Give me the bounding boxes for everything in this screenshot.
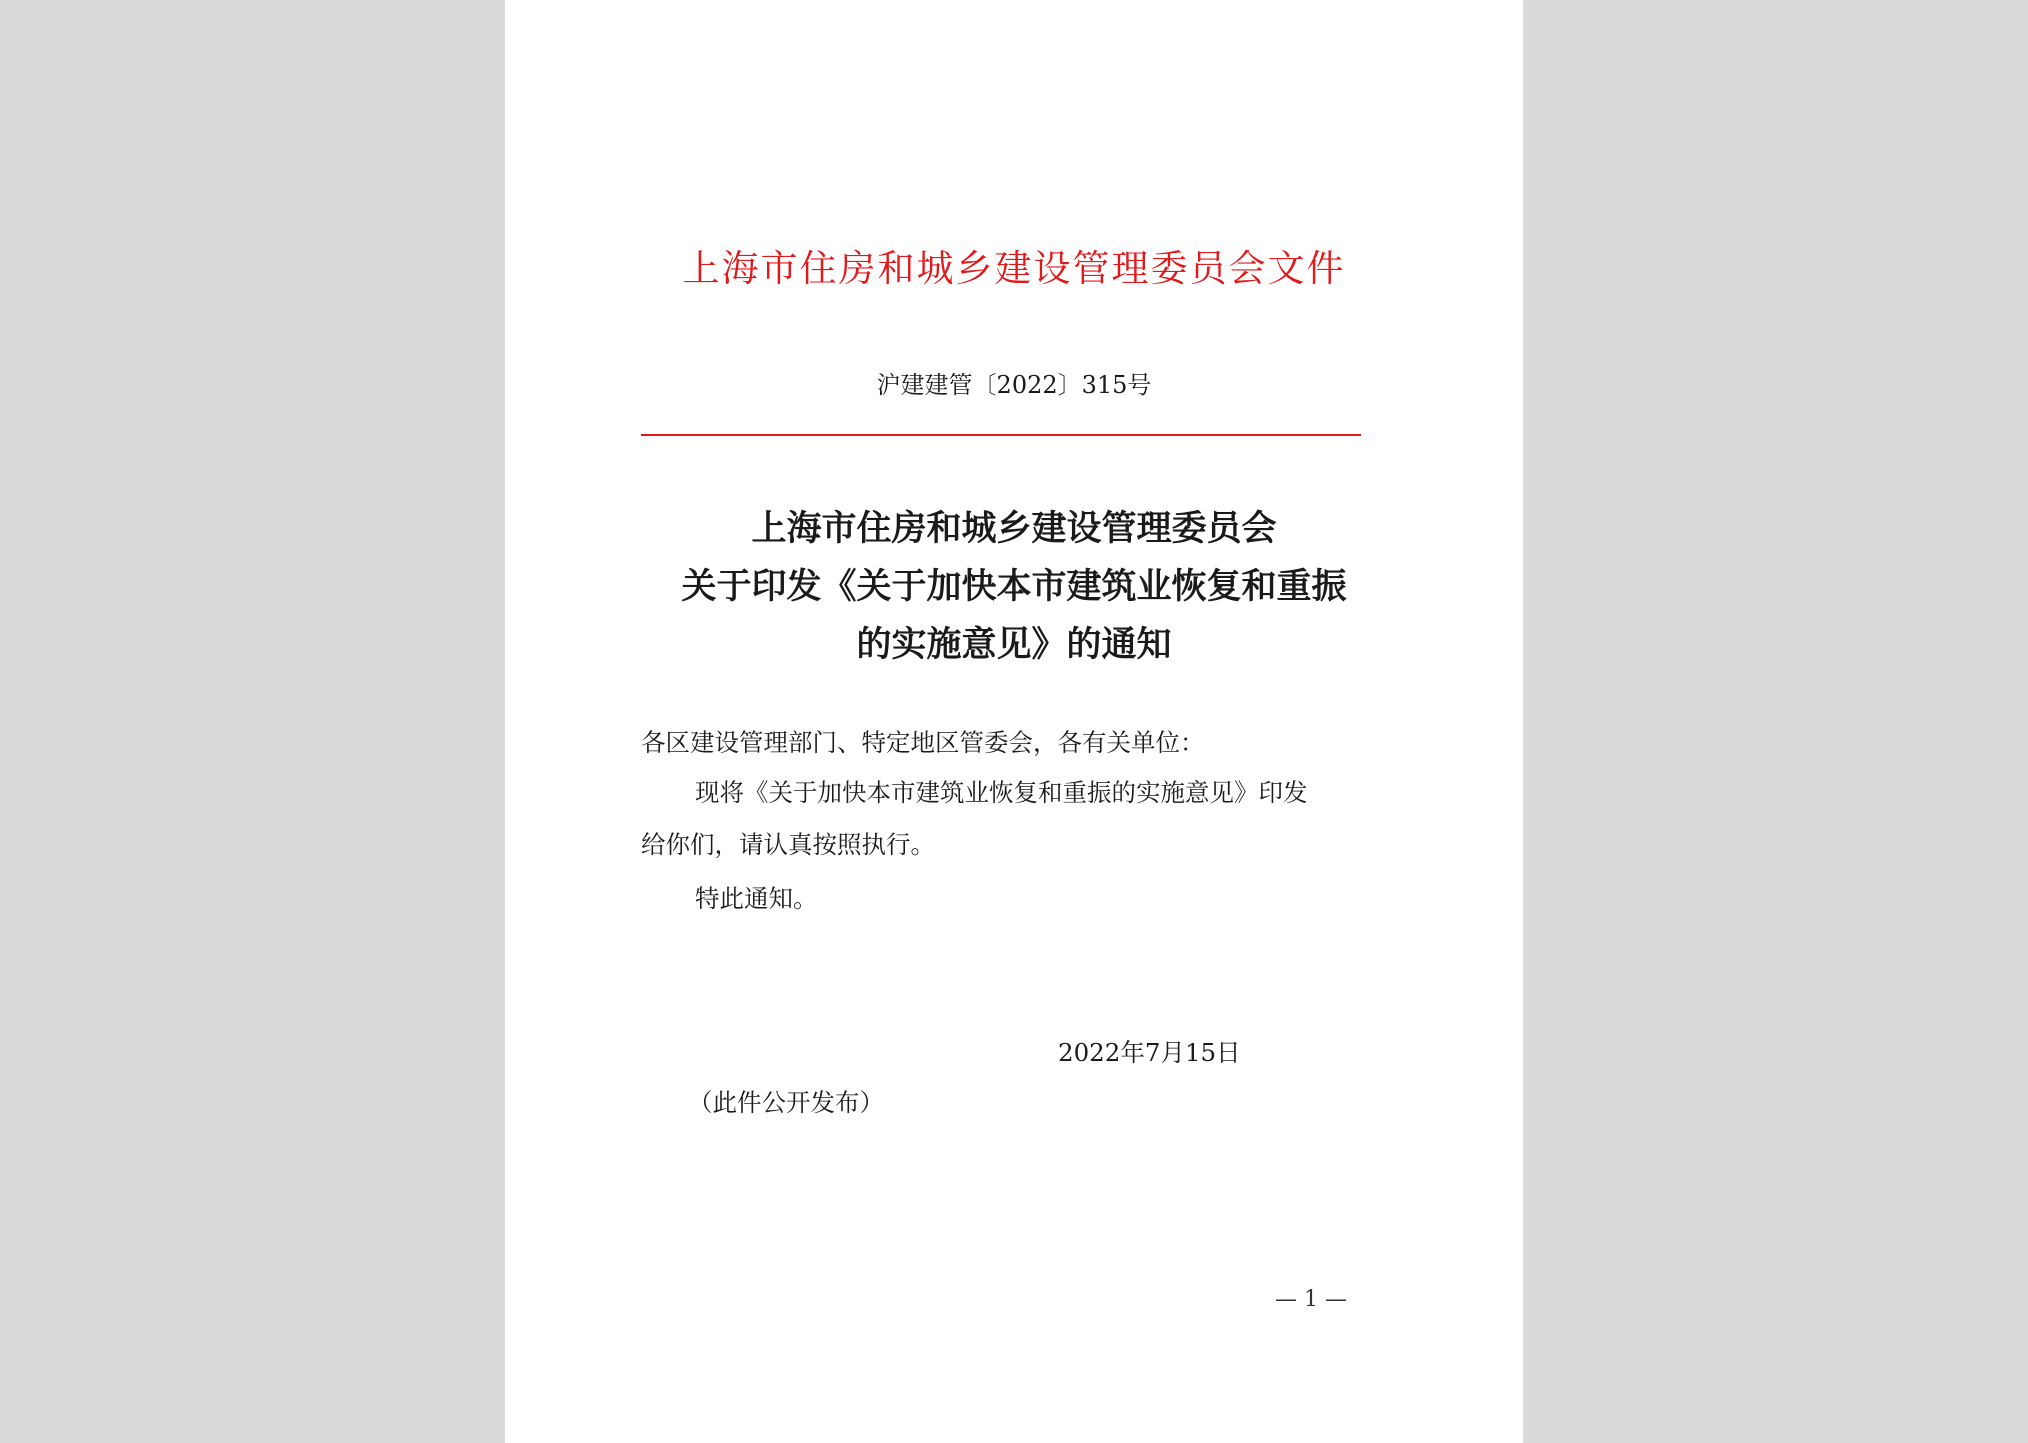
document-number: 沪建建管〔2022〕315号 xyxy=(876,371,1152,399)
issue-date: 2022年7月15日 xyxy=(1058,1038,1241,1067)
addressee-line: 各区建设管理部门、特定地区管委会，各有关单位： xyxy=(641,728,1205,757)
page-number: — 1 — xyxy=(1275,1287,1347,1312)
notice-title-line-3: 的实施意见》的通知 xyxy=(856,624,1172,665)
notice-title xyxy=(505,500,1523,674)
document-page xyxy=(505,0,1523,1443)
body-paragraph-line-1: 现将《关于加快本市建筑业恢复和重振的实施意见》印发 xyxy=(695,778,1308,807)
body-paragraph-line-2: 给你们，请认真按照执行。 xyxy=(641,830,935,859)
publication-note: （此件公开发布） xyxy=(688,1088,884,1117)
notice-title-line-2: 关于印发《关于加快本市建筑业恢复和重振 xyxy=(681,566,1347,607)
notice-title-line-1: 上海市住房和城乡建设管理委员会 xyxy=(751,508,1277,549)
red-divider-line xyxy=(641,434,1361,436)
issuer-header: 上海市住房和城乡建设管理委员会文件 xyxy=(682,247,1346,290)
closing-line: 特此通知。 xyxy=(695,884,818,913)
